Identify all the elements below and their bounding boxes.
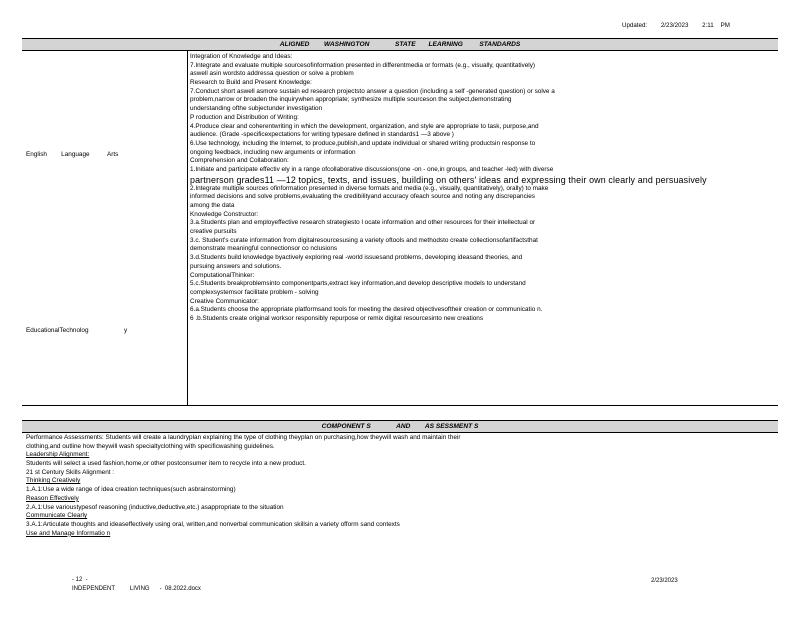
standard-line: 3.d.Students build knowledge byactively exploring real -world issuesand problems, developing ideasand theories, and [190,254,523,262]
standard-line: 6.Use technology, including the Internet, to produce,publish,and update individual or shared writing productsin response to [190,139,536,147]
standard-line: Creative Communicator: [190,297,259,305]
standard-line: 4.Produce clear and coherentwriting in which the development, organization, and style are appropriate to task, purpose,and [190,122,539,130]
footer-page-number: - 12 - [72,577,88,583]
standard-line: Knowledge Constructor: [190,210,259,218]
standard-line: 6 .b.Students create original worksor responsibly repurpose or remix digital resourcesinto new creations [190,314,484,322]
updated-timestamp: Updated: 2/23/2023 2:11 PM [622,22,730,29]
assessment-line: 21 st Century Skills Alignment : [26,468,115,476]
assessment-text [26,434,776,538]
standard-line: 6.a.Students choose the appropriate platformsand tools for meeting the desired objectivesoftheir creation or communicatio n. [190,306,543,314]
subject-edtech: EducationalTechnolog y [26,327,128,334]
assessment-line: Thinking Creatively [26,477,81,485]
table-bottom-rule [22,405,778,406]
standard-line: ComputationalThinker: [190,271,255,279]
standard-line: pursuing answers and solutions. [190,262,282,270]
assessment-line: Communicate Clearly [26,512,88,520]
standard-line: informed decisions and solve problems,evaluating the credibilityand accuracy ofeach source and noting any discrepancies [190,193,535,201]
assessment-line: 2.A.1:Use varioustypesof reasoning (inductive,deductive,etc.) asappropriate to the situation [26,503,284,511]
assessment-line: Leadership Alignment: [26,451,90,459]
standard-line: 2.Integrate multiple sources ofinformation presented in diverse formats and media (e.g., visually, quantitatively), orally) to make [190,184,549,192]
footer-doc-name: INDEPENDENT LIVING - 08.2022.docx [72,586,201,592]
standard-line: complexsystemsor facilitate problem - solving [190,288,319,296]
standard-line: ongoing feedback, including new arguments or information [190,148,356,156]
standard-line: 7.Integrate and evaluate multiple sourcesofinformation presented in differentmedia or formats (e.g., visually, quantitatively) [190,61,536,69]
standard-line: Research to Build and Present Knowledge: [190,79,312,87]
standard-line: demonstrate meaningful connectionsor co nclusions [190,245,338,253]
column-divider [187,50,188,405]
standard-line: creative pursuits [190,228,237,236]
aligned-standards-header: ALIGNED WASHINGTON STATE LEARNING STANDARDS [22,38,778,51]
standard-line: partnerson grades11 —12 topics, texts, and issues, building on others' ideas and expressing their own clearly and persuasively [190,174,707,185]
standard-line: 1.Initiate and participate effectiv ely in a range ofcollaborative discussions(one -on - one,in groups, and teacher -led) with diverse [190,165,554,173]
standard-line: audience. (Grade -specificexpectations for writing typesare defined in standards1 —3 above ) [190,131,454,139]
assessment-line: Performance Assessments: Students will create a laundryplan explaining the type of clothing theyplan on purchasing,how theywill wash and maintain their [26,434,461,441]
footer-date: 2/23/2023 [651,578,678,584]
assessment-line: clothing,and outline how theywill wash specialtyclothing with specificwashing guidelines. [26,442,275,450]
standard-line: understanding ofthe subjectunder investigation [190,105,323,113]
standards-text [190,53,775,324]
standard-line: 7.Conduct short aswell asmore sustain ed research projectsto answer a question (including a self -generated question) or solve a [190,87,555,95]
assessment-line: Students will select a used fashion,home,or other postconsumer item to recycle into a new product. [26,460,306,468]
standard-line: P roduction and Distribution of Writing: [190,113,299,121]
assessment-line: 3.A.1:Articulate thoughts and ideaseffectively using oral, written,and nonverbal communication skillsin a variety ofform sand contexts [26,520,400,528]
standard-line: 3.a.Students plan and employeffective research strategiesto l ocate information and other resources for their intellectual or [190,219,536,227]
standard-line: aswell asin wordsto addressa question or solve a problem [190,70,354,78]
standard-line: Integration of Knowledge and Ideas: [190,53,293,60]
assessment-line: Reason Effectively [26,494,79,502]
standard-line: Comprehension and Collaboration: [190,157,289,165]
standard-line: 3.c. Student's curate information from digitalresourcesusing a variety oftools and methodsto create collectionsofartifactsthat [190,236,538,244]
assessment-line: Use and Manage Informatio n [26,529,111,537]
standard-line: problem,narrow or broaden the inquirywhen appropriate; synthesize multiple sourceson the subject,demonstrating [190,96,512,104]
subject-ela: English Language Arts [26,151,119,158]
standard-line: 5.c.Students breakproblemsinto componentparts,extract key information,and develop descriptive models to understand [190,280,526,288]
standard-line: among the data [190,202,235,209]
components-assessments-header: COMPONENT S AND AS SESSMENT S [22,420,778,433]
assessment-line: 1.A.1:Use a wide range of idea creation techniques(such asbrainstorming) [26,486,236,494]
